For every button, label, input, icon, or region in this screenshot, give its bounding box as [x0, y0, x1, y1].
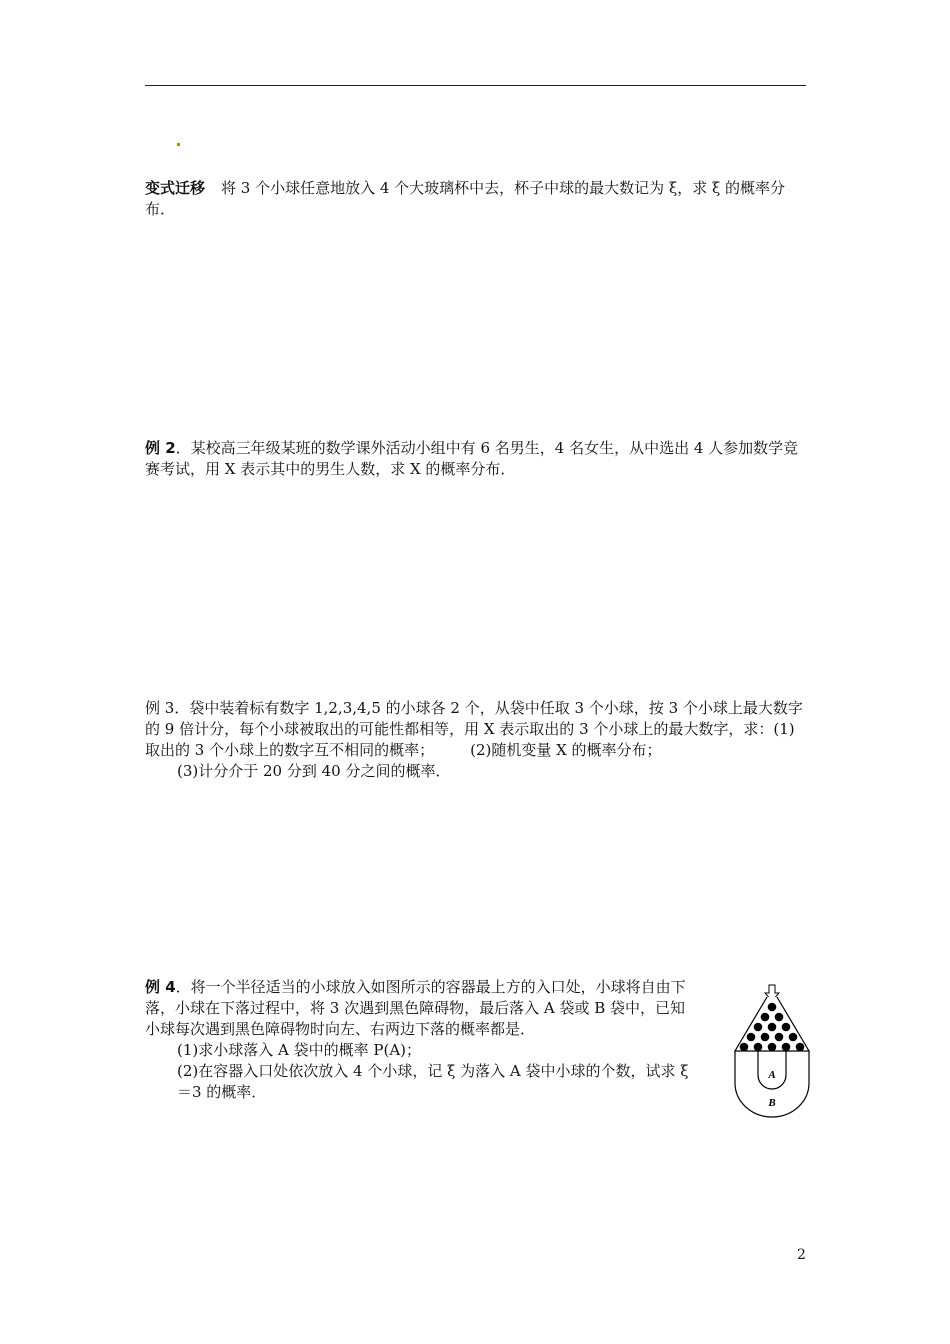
variant-label: 变式迁移 [145, 179, 206, 197]
bag-b-label: B [768, 1097, 776, 1109]
example-3-text: ．袋中装着标有数字 1,2,3,4,5 的小球各 2 个，从袋中任取 3 个小球，按 3 个小球上最大数字的 9 倍计分，每个小球被取出的可能性都相等，用 X 表示取出的 3 个小球上的最大数字，求： [145, 699, 803, 738]
bag-a-label: A [768, 1069, 776, 1081]
example-3-q3: (3)计分介于 20 分到 40 分之间的概率． [177, 762, 451, 780]
example-2 [145, 438, 807, 480]
example-4-label: 例 4 [145, 978, 176, 996]
example-3-q2: (2)随机变量 X 的概率分布； [470, 741, 662, 759]
example-3-label: 例 3 [145, 699, 175, 717]
variant-problem [145, 178, 807, 220]
example-4-text: ．将一个半径适当的小球放入如图所示的容器最上方的入口处，小球将自由下落，小球在下落过程中，将 3 次遇到黑色障碍物，最后落入 A 袋或 B 袋中，已知小球每次遇到黑色障碍物时向左、右两边下落的概率都是． [145, 978, 686, 1038]
container-figure [730, 983, 814, 1118]
example-3 [145, 698, 807, 782]
example-3-q1: (1)取出的 3 个小球上的数字互不相同的概率； [145, 720, 795, 759]
page-number: 2 [797, 1247, 806, 1263]
example-2-text: ．某校高三年级某班的数学课外活动小组中有 6 名男生，4 名女生，从中选出 4 人参加数学竞赛考试，用 X 表示其中的男生人数，求 X 的概率分布． [145, 439, 799, 478]
example-4 [145, 977, 690, 1103]
example-2-label: 例 2 [145, 439, 176, 457]
example-4-q1: (1)求小球落入 A 袋中的概率 P(A)； [177, 1041, 422, 1059]
stray-mark [177, 143, 180, 146]
example-4-q2: (2)在容器入口处依次放入 4 个小球，记 ξ 为落入 A 袋中小球的个数，试求 ξ＝3 的概率． [177, 1062, 689, 1101]
header-rule [145, 85, 806, 86]
variant-text: 将 3 个小球任意地放入 4 个大玻璃杯中去，杯子中球的最大数记为 ξ，求 ξ 的概率分布． [145, 179, 786, 218]
